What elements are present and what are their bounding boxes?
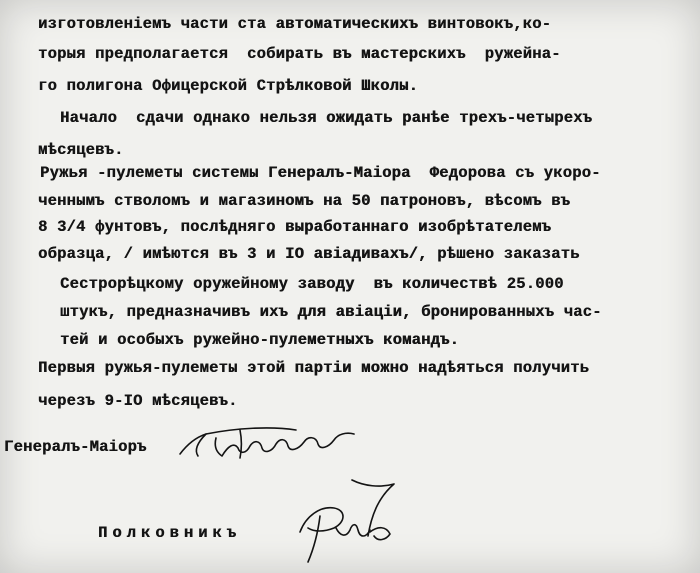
text-line-8: 8 3/4 фунтовъ, послѣдняго выработаннаго изобрѣтателемъ bbox=[38, 218, 552, 236]
text-line-3: го полигона Офицерской Стрѣлковой Школы. bbox=[38, 77, 419, 95]
text-line-7: ченнымъ стволомъ и магазиномъ на 50 патроновъ, вѣсомъ въ bbox=[38, 192, 571, 210]
text-line-10: Сестрорѣцкому оружейному заводу въ количествѣ 25.000 bbox=[60, 275, 564, 293]
signature-major-general bbox=[176, 416, 366, 466]
signature-colonel bbox=[290, 476, 400, 566]
text-line-9: образца, / имѣются въ 3 и IO авiадивахъ/, рѣшено заказать bbox=[38, 245, 580, 263]
text-line-11: штукъ, предназначивъ ихъ для авiацiи, бронированныхъ час- bbox=[60, 303, 602, 321]
text-line-5: мѣсяцевъ. bbox=[38, 141, 124, 159]
signatory-title-colonel: Полковникъ bbox=[98, 524, 242, 542]
signatory-title-major-general: Генералъ-Маiоръ bbox=[4, 438, 147, 456]
text-line-12: тей и особыхъ ружейно-пулеметныхъ командъ. bbox=[60, 331, 460, 349]
text-line-2: торыя предполагается собирать въ мастерскихъ ружейна- bbox=[38, 45, 561, 63]
text-line-1: изготовленiемъ части ста автоматическихъ винтовокъ,ко- bbox=[38, 15, 552, 33]
text-line-14: черезъ 9-IO мѣсяцевъ. bbox=[38, 392, 238, 410]
text-line-6: Ружья -пулеметы системы Генералъ-Маiора Федорова съ укоро- bbox=[40, 164, 601, 182]
text-line-13: Первыя ружья-пулеметы этой партiи можно надѣяться получить bbox=[38, 359, 590, 377]
text-line-4: Начало сдачи однако нельзя ожидать ранѣе трехъ-четырехъ bbox=[60, 109, 593, 127]
